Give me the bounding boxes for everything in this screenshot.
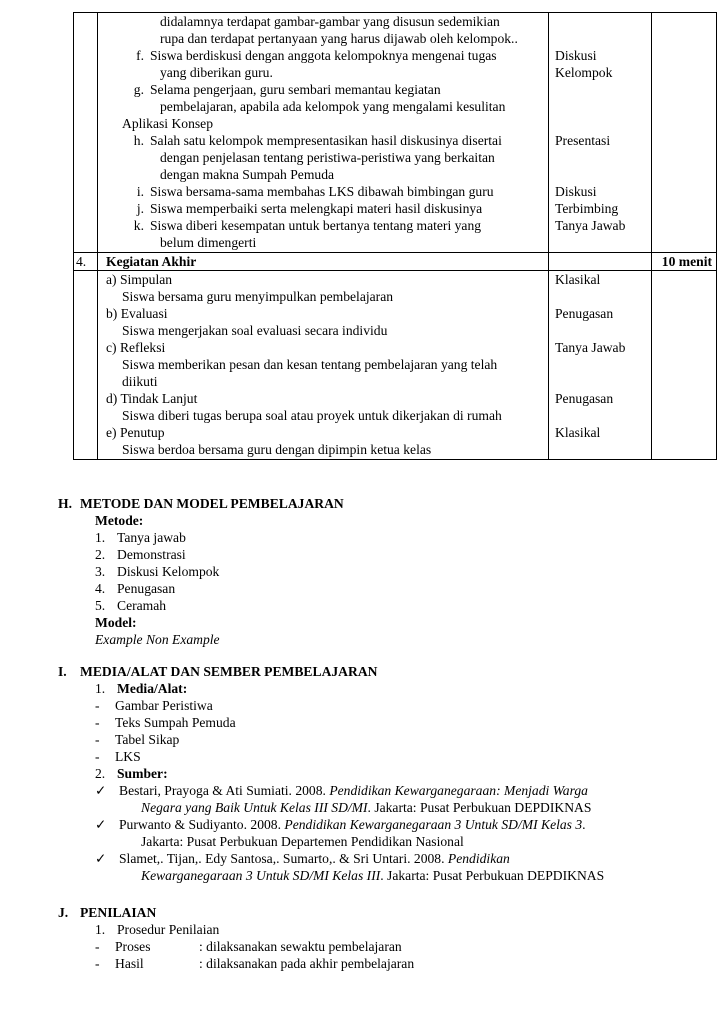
list-item: 1. Tanya jawab: [95, 530, 186, 545]
list-item: 2. Demonstrasi: [95, 547, 186, 562]
content-line: dengan penjelasan tentang peristiwa-peristiwa yang berkaitan: [160, 150, 495, 165]
method-line: Kelompok: [555, 65, 613, 80]
item-desc: Siswa mengerjakan soal evaluasi secara individu: [122, 323, 388, 338]
subsection-heading: Aplikasi Konsep: [122, 116, 213, 131]
list-item: i. Siswa bersama-sama membahas LKS dibawah bimbingan guru: [136, 184, 494, 199]
reference-line: Jakarta: Pusat Perbukuan Departemen Pendidikan Nasional: [141, 834, 464, 849]
time-cell: [652, 271, 717, 460]
method-line: Tanya Jawab: [555, 218, 626, 233]
list-item: h. Salah satu kelompok mempresentasikan hasil diskusinya disertai: [133, 133, 502, 148]
item-label: b) Evaluasi: [106, 306, 168, 321]
method-line: [555, 30, 651, 47]
table-row-4-items: [74, 271, 717, 460]
list-item: f. Siswa berdiskusi dengan anggota kelompoknya mengenai tugas: [136, 48, 497, 63]
method-line: Klasikal: [555, 425, 601, 440]
list-item: 3. Diskusi Kelompok: [95, 564, 220, 579]
row-number-cell: [74, 271, 98, 460]
check-icon: ✓: [95, 783, 107, 798]
list-item: - Tabel Sikap: [95, 732, 180, 747]
activity-content-cell: [98, 13, 549, 253]
penilaian-row: - Proses : dilaksanakan sewaktu pembelajaran: [95, 939, 402, 954]
content-line: didalamnya terdapat gambar-gambar yang disusun sedemikian: [160, 14, 500, 29]
check-icon: ✓: [95, 851, 107, 866]
list-item: 4. Penugasan: [95, 581, 176, 596]
method-cell: [549, 13, 652, 253]
content-line: rupa dan terdapat pertanyaan yang harus dijawab oleh kelompok..: [160, 31, 518, 46]
reference-line: Negara yang Baik Untuk Kelas III SD/MI. Jakarta: Pusat Perbukuan DEPDIKNAS: [141, 800, 592, 815]
content-line: pembelajaran, apabila ada kelompok yang mengalami kesulitan: [160, 99, 506, 114]
model-value: Example Non Example: [95, 632, 220, 647]
method-line: Penugasan: [555, 391, 614, 406]
sumber-heading: 2. Sumber:: [95, 766, 168, 781]
item-label: c) Refleksi: [106, 340, 166, 355]
list-item: - LKS: [95, 749, 141, 764]
table-row-header-4: [74, 253, 717, 271]
lesson-activity-table: [73, 12, 717, 460]
table-row-continuation: [74, 13, 717, 253]
duration-label: 10 menit: [652, 253, 717, 271]
section-media-sumber: [58, 663, 713, 884]
method-line: Diskusi: [555, 48, 597, 63]
method-line: [555, 81, 651, 98]
list-item: 1. Prosedur Penilaian: [95, 922, 220, 937]
method-line: [555, 115, 651, 132]
reference-item: ✓ Slamet,. Tijan,. Edy Santosa,. Sumarto,. & Sri Untari. 2008. Pendidikan: [73, 850, 713, 867]
reference-item: ✓ Bestari, Prayoga & Ati Sumiati. 2008. Pendidikan Kewarganegaraan: Menjadi Warga: [73, 782, 713, 799]
item-label: d) Tindak Lanjut: [106, 391, 198, 406]
section-heading: H. METODE DAN MODEL PEMBELAJARAN: [58, 496, 344, 511]
item-desc: Siswa diberi tugas berupa soal atau proyek untuk dikerjakan di rumah: [122, 408, 502, 423]
content-line: belum dimengerti: [160, 235, 257, 250]
content-line: dengan makna Sumpah Pemuda: [160, 167, 335, 182]
item-desc: Siswa berdoa bersama guru dengan dipimpin ketua kelas: [122, 442, 432, 457]
item-desc: Siswa memberikan pesan dan kesan tentang pembelajaran yang telah: [122, 357, 498, 372]
activity-content-cell: [98, 271, 549, 460]
method-line: Presentasi: [555, 133, 611, 148]
reference-line: Kewarganegaraan 3 Untuk SD/MI Kelas III. Jakarta: Pusat Perbukuan DEPDIKNAS: [141, 868, 605, 883]
list-item: - Teks Sumpah Pemuda: [95, 715, 236, 730]
model-label: Model:: [95, 615, 137, 630]
list-item: k. Siswa diberi kesempatan untuk bertanya tentang materi yang: [133, 218, 482, 233]
method-line: Penugasan: [555, 306, 614, 321]
check-icon: ✓: [95, 817, 107, 832]
section-penilaian: [58, 904, 713, 972]
section-heading: I. MEDIA/ALAT DAN SEMBER PEMBELAJARAN: [58, 664, 378, 679]
list-item: j. Siswa memperbaiki serta melengkapi materi hasil diskusinya: [136, 201, 483, 216]
method-line: [555, 13, 651, 30]
list-item: g. Selama pengerjaan, guru sembari memantau kegiatan: [133, 82, 441, 97]
row-number: 4.: [74, 253, 98, 271]
time-cell: [652, 13, 717, 253]
method-line: [555, 166, 651, 183]
item-desc: Siswa bersama guru menyimpulkan pembelajaran: [122, 289, 394, 304]
item-desc: diikuti: [122, 374, 158, 389]
media-heading: 1. Media/Alat:: [95, 681, 188, 696]
metode-label: Metode:: [95, 513, 144, 528]
penilaian-row: - Hasil : dilaksanakan pada akhir pembelajaran: [95, 956, 415, 971]
list-item: 5. Ceramah: [95, 598, 167, 613]
method-line: [555, 149, 651, 166]
method-line: Diskusi: [555, 184, 597, 199]
method-cell: [549, 271, 652, 460]
method-line: Terbimbing: [555, 201, 619, 216]
section-heading: J. PENILAIAN: [58, 905, 157, 920]
item-label: e) Penutup: [106, 425, 165, 440]
reference-item: ✓ Purwanto & Sudiyanto. 2008. Pendidikan Kewarganegaraan 3 Untuk SD/MI Kelas 3.: [73, 816, 713, 833]
method-line: Tanya Jawab: [555, 340, 626, 355]
method-line: Klasikal: [555, 272, 601, 287]
item-label: a) Simpulan: [106, 272, 173, 287]
list-item: - Gambar Peristiwa: [95, 698, 213, 713]
content-line: yang diberikan guru.: [160, 65, 273, 80]
method-cell: [549, 253, 652, 271]
section-metode-model: [58, 495, 713, 648]
activity-title: Kegiatan Akhir: [98, 253, 549, 271]
method-line: [555, 98, 651, 115]
row-number-cell: [74, 13, 98, 253]
